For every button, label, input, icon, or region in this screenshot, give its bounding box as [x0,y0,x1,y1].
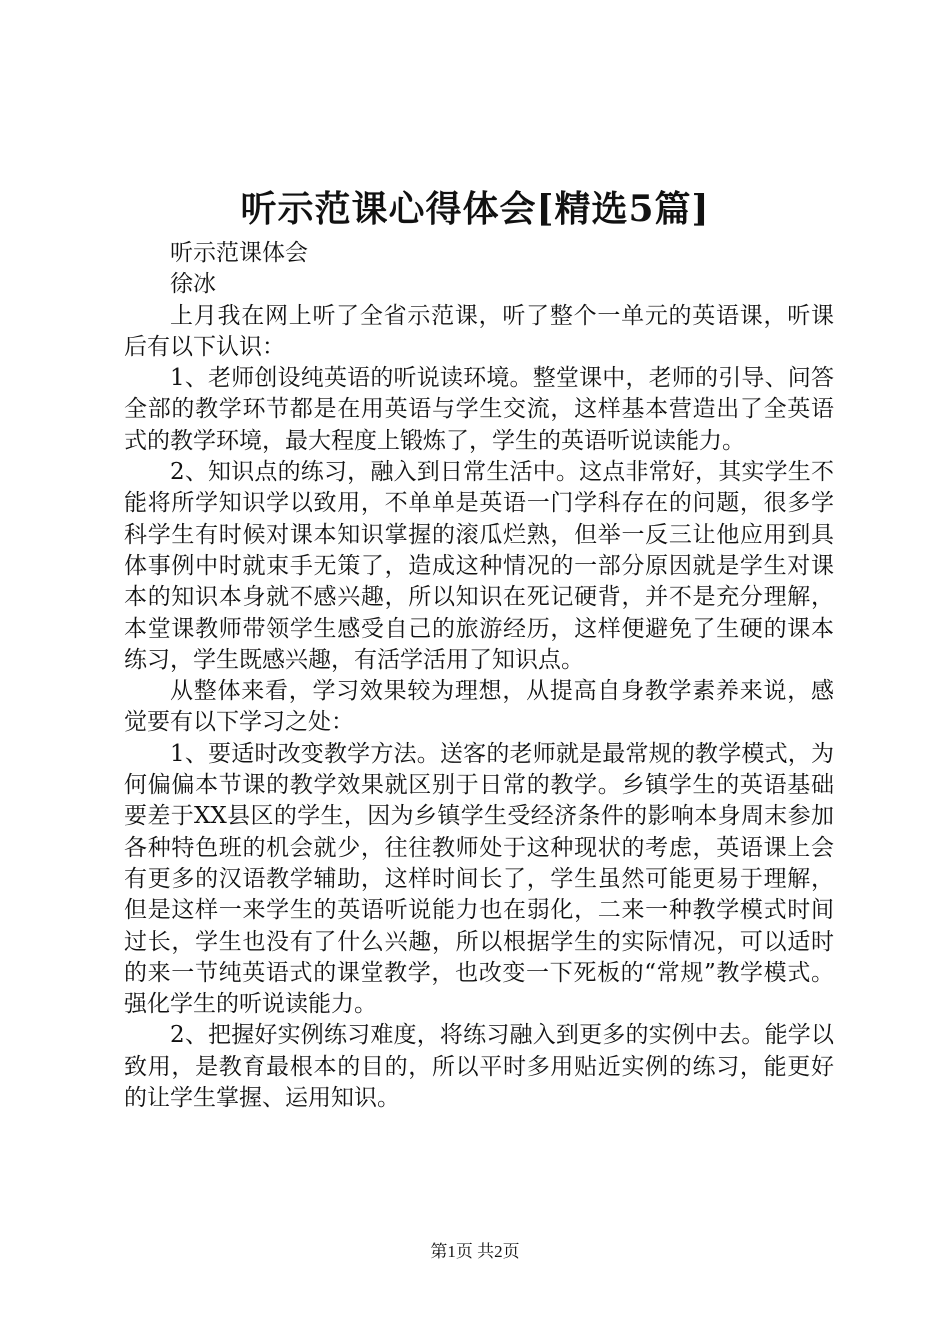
paragraph: 2、知识点的练习，融入到日常生活中。这点非常好，其实学生不能将所学知识学以致用，不单单是英语一门学科存在的问题，很多学科学生有时候对课本知识掌握的滚瓜烂熟，但举一反三让他应用到具体事例中时就束手无策了，造成这种情况的一部分原因就是学生对课本的知识本身就不感兴趣，所以知识在死记硬背，并不是充分理解，本堂课教师带领学生感受自己的旅游经历，这样便避免了生硬的课本练习，学生既感兴趣，有活学活用了知识点。 [124,459,834,673]
paragraph: 从整体来看，学习效果较为理想，从提高自身教学素养来说，感觉要有以下学习之处： [124,678,834,736]
page-number-footer: 第1页 共2页 [430,1242,520,1261]
paragraph: 上月我在网上听了全省示范课，听了整个一单元的英语课，听课后有以下认识： [124,302,834,360]
document-body [124,238,834,1114]
author: 徐冰 [170,271,216,298]
paragraph: 2、把握好实例练习难度，将练习融入到更多的实例中去。能学以致用，是教育最根本的目的，所以平时多用贴近实例的练习，能更好的让学生掌握、运用知识。 [124,1022,834,1112]
paragraph: 1、老师创设纯英语的听说读环境。整堂课中，老师的引导、问答全部的教学环节都是在用英语与学生交流，这样基本营造出了全英语式的教学环境，最大程度上锻炼了，学生的英语听说读能力。 [124,365,834,454]
subtitle: 听示范课体会 [170,240,308,266]
document-title: 听示范课心得体会[精选5篇] [240,188,710,230]
paragraph: 1、要适时改变教学方法。送客的老师就是最常规的教学模式，为何偏偏本节课的教学效果就区别于日常的教学。乡镇学生的英语基础要差于XX县区的学生，因为乡镇学生受经济条件的影响本身周末参加各种特色班的机会就少，往往教师处于这种现状的考虑，英语课上会有更多的汉语教学辅助，这样时间长了，学生虽然可能更易于理解，但是这样一来学生的英语听说能力也在弱化，二来一种教学模式时间过长，学生也没有了什么兴趣，所以根据学生的实际情况，可以适时的来一节纯英语式的课堂教学，也改变一下死板的“常规”教学模式。强化学生的听说读能力。 [124,740,834,1018]
